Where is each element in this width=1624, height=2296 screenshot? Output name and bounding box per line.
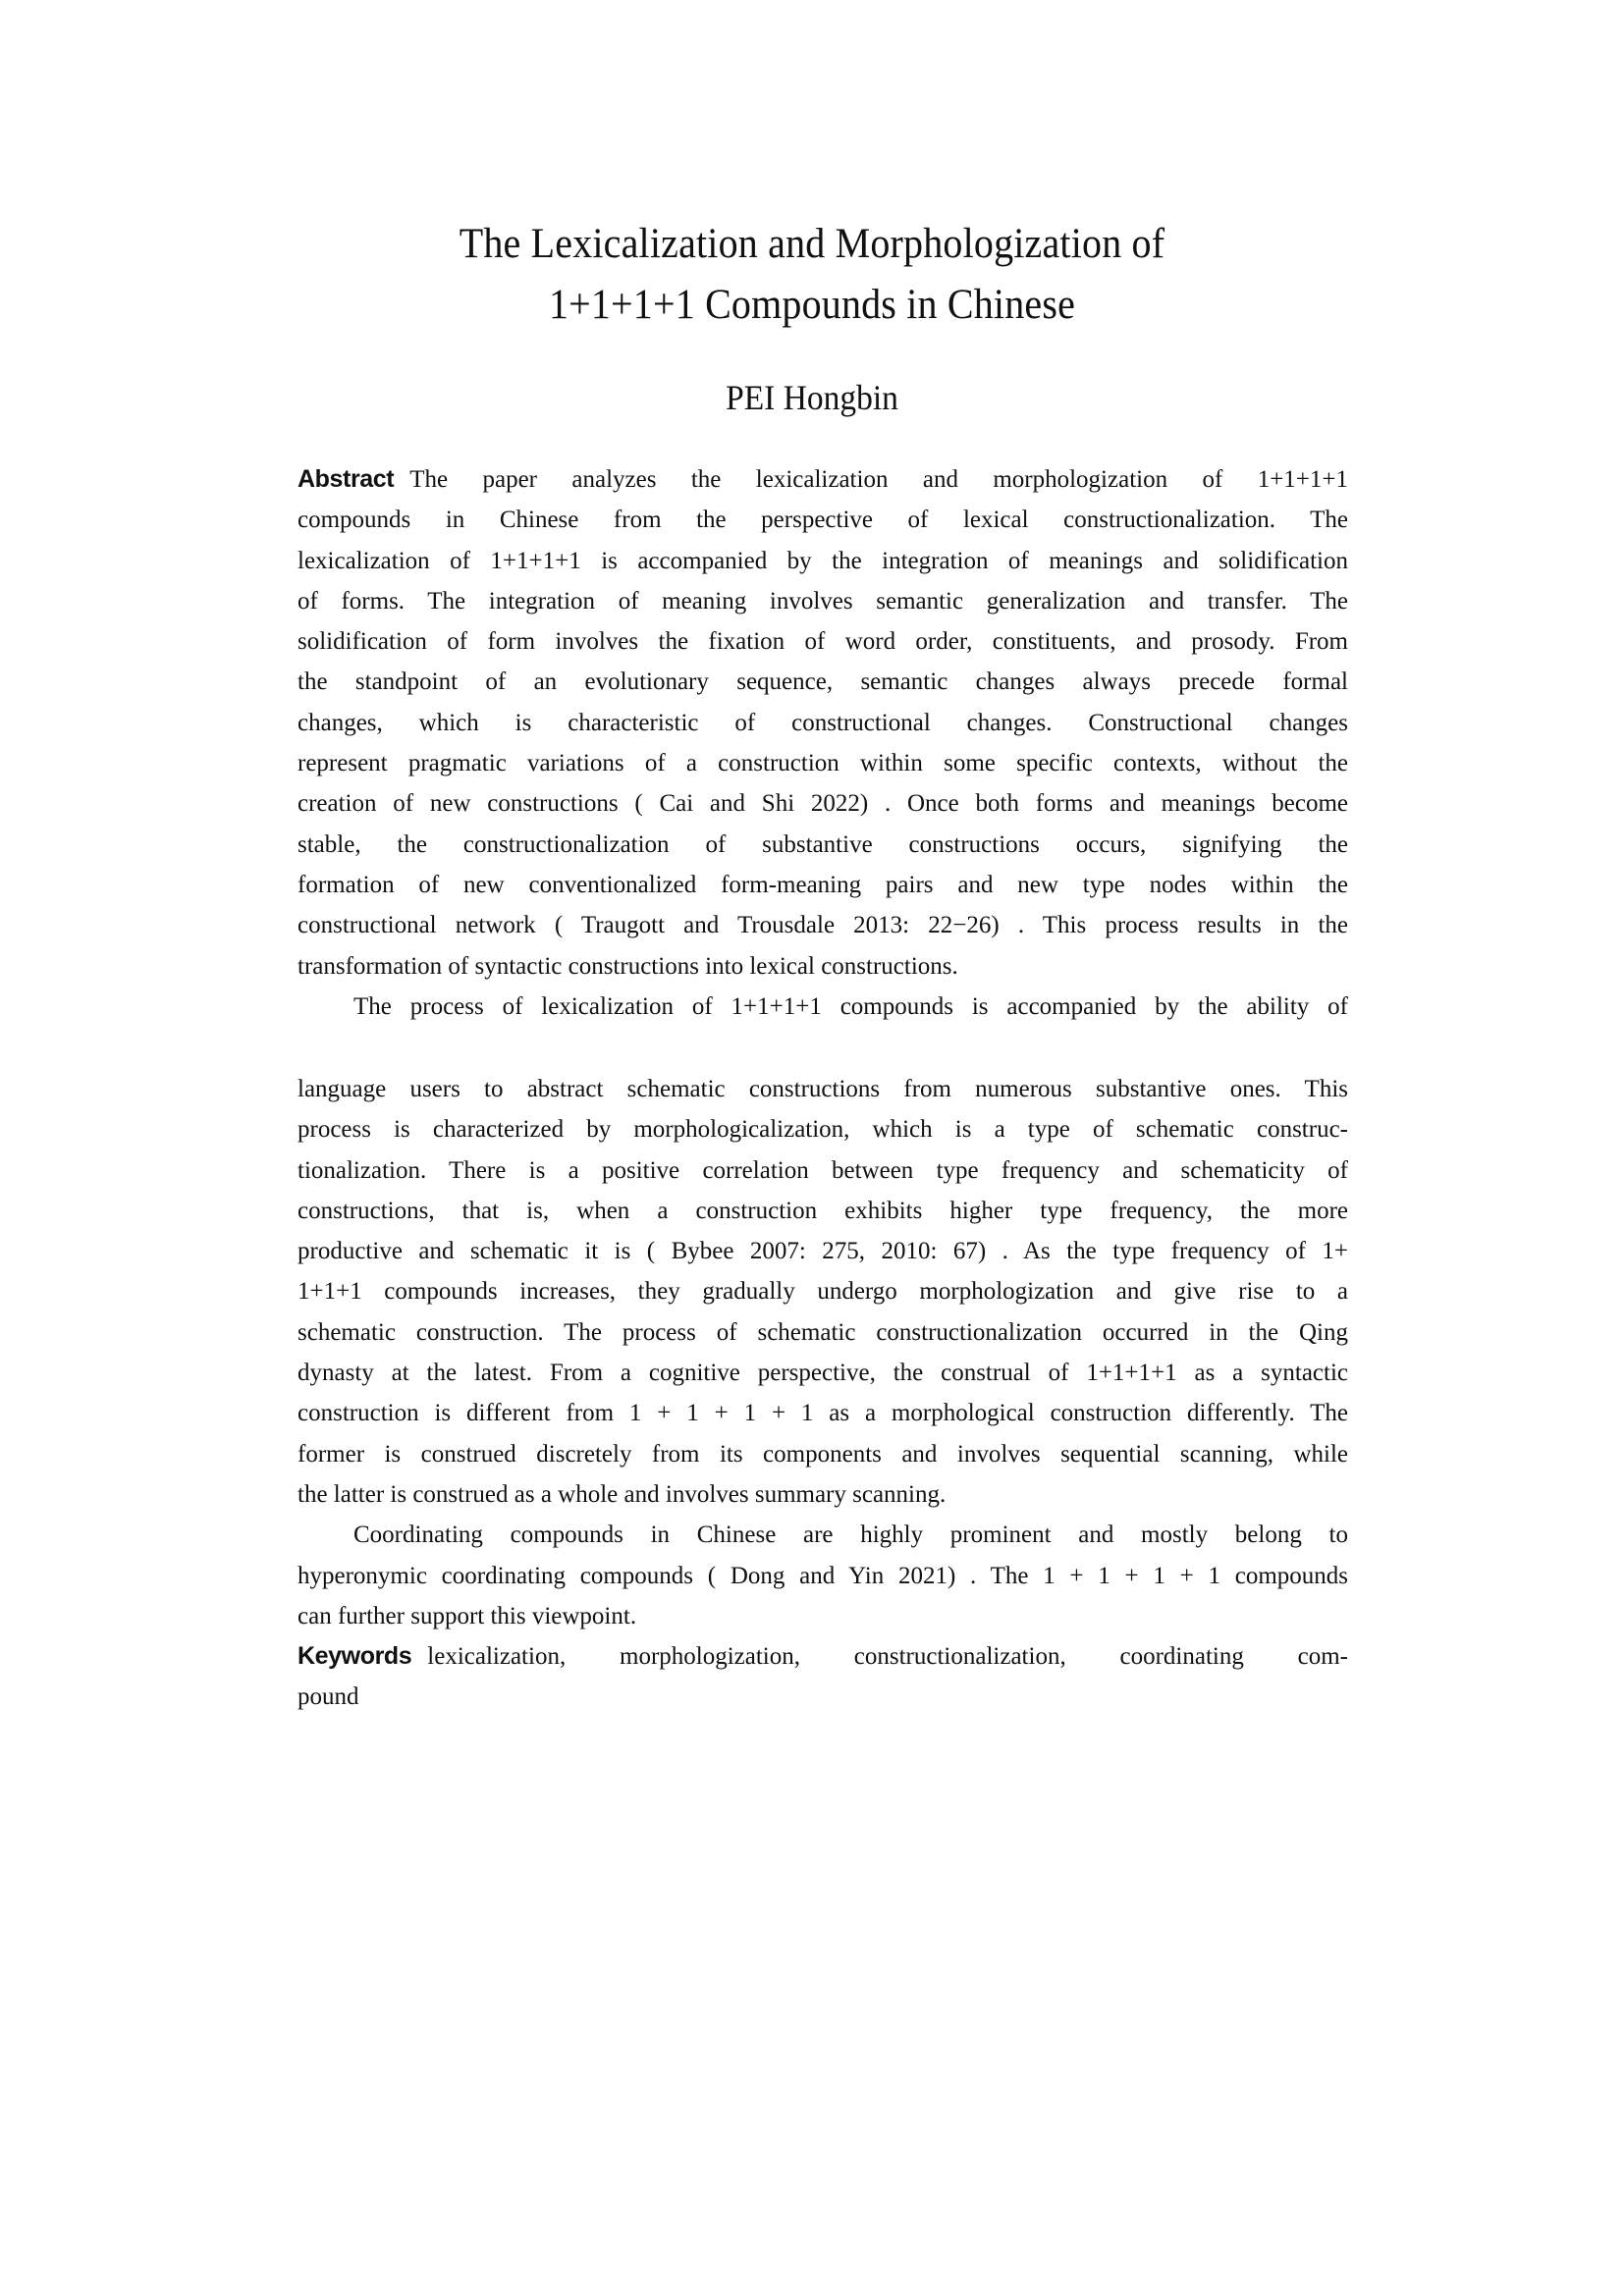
abstract-line: The process of lexicalization of 1+1+1+1 compounds is accompanied by the ability of: [353, 992, 1348, 1020]
paper-title: [57, 214, 1567, 336]
abstract-line: changes, which is characteristic of constructional changes. Constructional changes: [298, 709, 1348, 736]
abstract-line: former is construed discretely from its components and involves sequential scanning, while: [298, 1440, 1348, 1468]
abstract-line: can further support this viewpoint.: [298, 1602, 637, 1629]
abstract-block-2: [298, 1069, 1348, 1718]
abstract-line: Coordinating compounds in Chinese are highly prominent and mostly belong to: [353, 1522, 1348, 1549]
abstract-line: transformation of syntactic constructions into lexical constructions.: [298, 952, 958, 980]
abstract-block-1: [298, 459, 1348, 1027]
abstract-line: process is characterized by morphologicalization, which is a type of schematic construc-: [298, 1116, 1348, 1144]
abstract-line: formation of new conventionalized form-meaning pairs and new type nodes within the: [298, 871, 1348, 898]
abstract-line: [298, 459, 1348, 500]
keywords-line: pound: [298, 1683, 359, 1711]
abstract-line: constructional network ( Traugott and Trousdale 2013: 22−26) . This process results in the: [298, 912, 1348, 939]
abstract-line: dynasty at the latest. From a cognitive perspective, the construal of 1+1+1+1 as a syntactic: [298, 1360, 1348, 1387]
paper-author: PEI Hongbin: [726, 378, 898, 417]
abstract-line: schematic construction. The process of schematic constructionalization occurred in the Qing: [298, 1318, 1348, 1346]
abstract-line: represent pragmatic variations of a construction within some specific contexts, without the: [298, 750, 1348, 777]
keywords-line: [298, 1636, 1348, 1677]
abstract-line: solidification of form involves the fixation of word order, constituents, and prosody. From: [298, 628, 1348, 656]
abstract-line: the standpoint of an evolutionary sequence, semantic changes always precede formal: [298, 668, 1348, 696]
abstract-line: tionalization. There is a positive correlation between type frequency and schematicity of: [298, 1156, 1348, 1184]
keywords-text: lexicalization, morphologization, constructionalization, coordinating com-: [427, 1643, 1348, 1671]
abstract-line: creation of new constructions ( Cai and Shi 2022) . Once both forms and meanings become: [298, 790, 1348, 818]
abstract-line: productive and schematic it is ( Bybee 2007: 275, 2010: 67) . As the type frequency of 1+: [298, 1238, 1348, 1265]
abstract-line: compounds in Chinese from the perspective of lexical constructionalization. The: [298, 507, 1348, 534]
abstract-label: Abstract: [298, 465, 395, 493]
abstract-line: language users to abstract schematic constructions from numerous substantive ones. This: [298, 1076, 1348, 1102]
abstract-line: the latter is construed as a whole and involves summary scanning.: [298, 1480, 947, 1508]
abstract-line: of forms. The integration of meaning involves semantic generalization and transfer. The: [298, 587, 1348, 614]
abstract-line: lexicalization of 1+1+1+1 is accompanied by the integration of meanings and solidification: [298, 547, 1348, 574]
keywords-label: Keywords: [298, 1642, 412, 1671]
abstract-line: construction is different from 1 + 1 + 1 + 1 as a morphological construction differently. The: [298, 1400, 1348, 1427]
abstract-line-text: The paper analyzes the lexicalization and morphologization of 1+1+1+1: [409, 466, 1348, 493]
abstract-line: 1+1+1 compounds increases, they gradually undergo morphologization and give rise to a: [298, 1278, 1348, 1306]
paper-title-line-2: 1+1+1+1 Compounds in Chinese: [548, 282, 1076, 328]
abstract-line: hyperonymic coordinating compounds ( Dong and Yin 2021) . The 1 + 1 + 1 + 1 compounds: [298, 1562, 1348, 1589]
paper-title-line-1: The Lexicalization and Morphologization of: [459, 221, 1165, 267]
abstract-line: stable, the constructionalization of substantive constructions occurs, signifying the: [298, 830, 1348, 858]
abstract-line: constructions, that is, when a construction exhibits higher type frequency, the more: [298, 1197, 1348, 1224]
